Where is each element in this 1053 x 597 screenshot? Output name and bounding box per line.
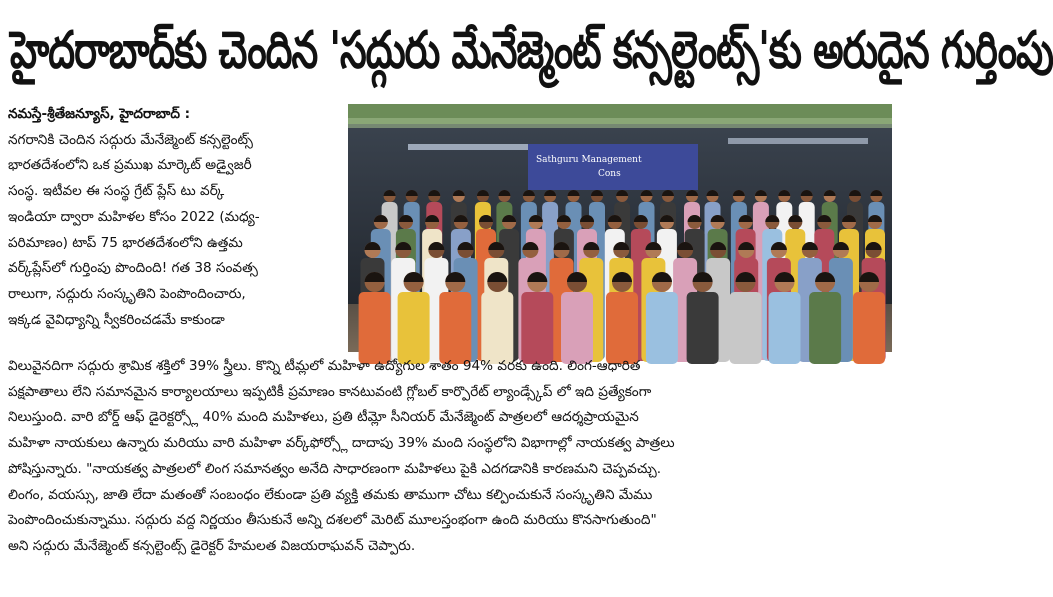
group-photo [348,104,892,352]
body-text [8,354,896,560]
body-line: పెంపొందించుకున్నాము. సద్గురు వద్ద నిర్ణయం తీసుకునే అన్ని దశలలో మెరిట్ మూలస్తంభంగా ఉంది మరియు కొనసాగుతుంది" [8,512,657,529]
column-line: ఇండియా ద్వారా మహిళల కోసం 2022 (మధ్య- [8,208,260,225]
column-line: పరిమాణం) టాప్ 75 భారతదేశంలోని ఉత్తమ [8,234,243,251]
crowd [359,190,886,364]
banner-text: Sathguru Management [536,155,642,165]
headline: హైదరాబాద్‌కు చెందిన 'సద్గురు మేనేజ్మెంట్ కన్సల్టెంట్స్'కు అరుదైన గుర్తింపు [10,20,1053,80]
left-column [8,102,341,333]
body-line: మహిళా నాయకులు ఉన్నారు మరియు వారి మహిళా వర్క్‌ఫోర్స్లో దాదాపు 39% మంది సంస్థలోని విభాగాల్లో నాయకత్వ పాత్రలు [8,435,675,452]
body-line: పోషిస్తున్నారు. "నాయకత్వ పాత్రలలో లింగ సమానత్వం అనేది సాధారణంగా మహిళలు పైకి ఎదగడానికి కారణమని చెప్పవచ్చు. [8,460,662,477]
column-line: వర్క్‌ప్లేస్‌లో గుర్తింపు పొందింది! గత 38 సంవత్స [8,260,258,277]
column-line: ఇక్కడ వైవిధ్యాన్ని స్వీకరించడమే కాకుండా [8,311,225,328]
body-line: లింగం, వయస్సు, జాతి లేదా మతంతో సంబంధం లేకుండా ప్రతి వ్యక్తి తమకు తాముగా చోటు కల్పించుకునే సంస్కృతిని మేము [8,486,653,503]
group-photo-illustration [348,104,892,352]
dateline: నమస్తే-శ్రీతేజన్యూస్, హైదరాబాద్ : [8,106,191,122]
column-line: రాలుగా, సద్గురు సంస్కృతిని పెంపొందించారు, [8,285,246,302]
column-line: నగరానికి చెందిన సద్గురు మేనేజ్మెంట్ కన్సల్టెంట్స్ [8,131,253,148]
body-line: అని సద్గురు మేనేజ్మెంట్ కన్సల్టెంట్స్ డైరెక్టర్ హేమలత విజయరాఘవన్ చెప్పారు. [8,537,416,554]
column-line: భారతదేశంలోని ఒక ప్రముఖ మార్కెట్ అడ్వైజరీ [8,157,252,174]
column-line: సంస్థ. ఇటీవల ఈ సంస్థ గ్రేట్ ప్లేస్ టు వర్క్ [8,183,225,200]
body-line: విలువైనదిగా సద్గురు శ్రామిక శక్తిలో 39% స్త్రీలు. కొన్ని టీమ్లలో మహిళా ఉద్యోగుల శాతం 94% వరకు ఉంది. లింగ-ఆధారిత [8,358,641,374]
banner [528,144,698,190]
body-line: పక్షపాతాలు లేని సమానమైన కార్యాలయాలు ఇప్పటికీ ప్రమాణం కానటువంటి గ్లోబల్ కార్పొరేట్ ల్యాండ్స్కేప్ లో ఇది ప్రత్యేకంగా [8,383,652,400]
banner-text: Cons [598,169,621,179]
body-line: నిలుస్తుంది. వారి బోర్డ్ ఆఫ్ డైరెక్టర్స్లో 40% మంది మహిళలు, ప్రతి టీమ్లో సీనియర్ మేనేజ్మెంట్ పాత్రలలో ఆదర్శప్రాయమైన [8,409,639,426]
